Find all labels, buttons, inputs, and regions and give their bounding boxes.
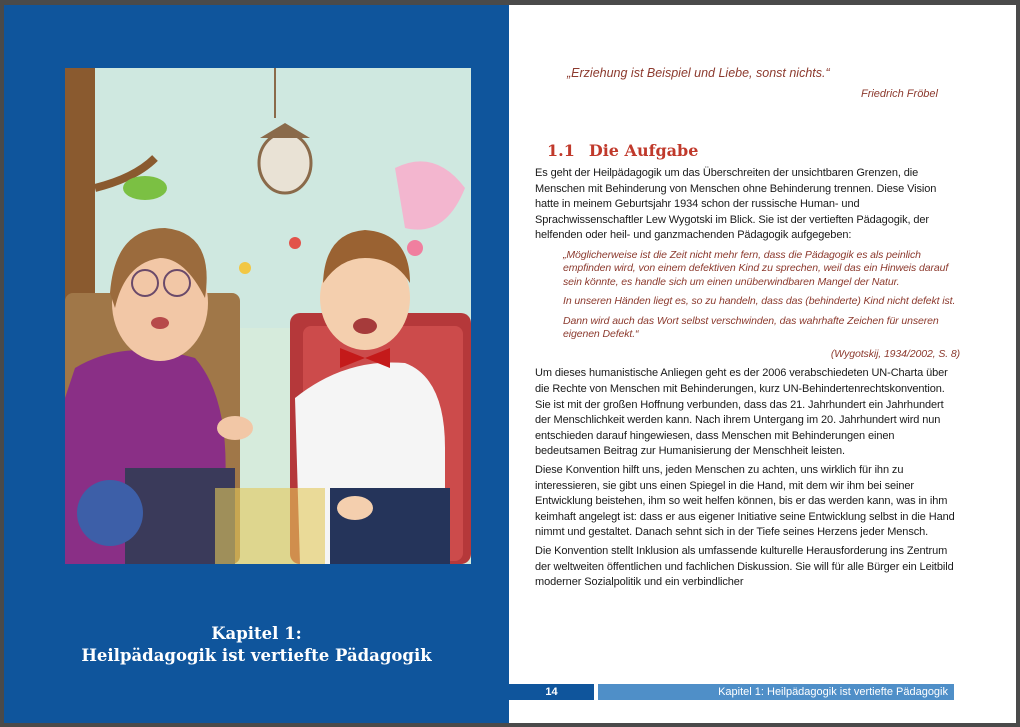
paragraph-1: Es geht der Heilpädagogik um das Überschreiten der unsichtbaren Grenzen, die Menschen mit Behinderung von Menschen ohne Behinderung trennen. Diese Vision hatte in meinem Geburtsjahr 1934 schon der russische Human- und Sprachwissenschaftler Lew Wygotski im Blick. Sie ist der vertieften Pädagogik, der helfenden oder heil- und ganzmachenden Pädagogik aufgegeben: [535,167,937,242]
quote-part-3: Dann wird auch das Wort selbst verschwinden, das wahrhafte Zeichen für unseren eigenen Defekt.“ [563,314,939,341]
page-footer [509,684,954,700]
left-page [4,5,509,723]
paragraph-3: Diese Konvention hilft uns, jeden Menschen zu achten, uns wirklich für ihn zu interessieren, sie gibt uns einen Spiegel in die Hand, mit dem wir ihm bei seiner Entwicklung beistehen, ihm so weit helfen können, bis er das werden kann, was in ihm keimhaft angelegt ist: dass er aus eigener Initiative seine Entwicklung selbst in die Hand nimmt und gestaltet. Danach sehnt sich in der Tiefe seines Herzens jeder Mensch. [535,464,955,539]
page-number: 14 [509,684,594,700]
block-quote [563,249,960,362]
quote-part-1: „Möglicherweise ist die Zeit nicht mehr fern, dass die Pädagogik es als peinlich empfinden wird, von einem defektiven Kind zu sprechen, weil das ein Hinweis darauf sein könnte, es handle sich um einen unüberwindbaren Mangel der Natur. [563,248,949,288]
section-number: 1.1 [547,141,575,160]
quote-part-2: In unseren Händen liegt es, so zu handeln, dass das (behinderte) Kind nicht defekt ist. [563,295,956,308]
chapter-title-line2: Heilpädagogik ist vertiefte Pädagogik [81,646,432,665]
section-heading [547,141,698,160]
book-spread [4,5,1016,723]
paragraph-2: Um dieses humanistische Anliegen geht es der 2006 verabschiedeten UN-Charta über die Rechte von Menschen mit Behinderungen, kurz UN-Behindertenrechtskonvention. Sie ist mit der großen Hoffnung verbunden, dass das 21. Jahrhundert ein Jahrhundert der Menschlichkeit werden kann. Nach ihrem Untergang im 20. Jahrhundert wird nun entschieden darauf hingewiesen, dass Menschen mit Behinderungen einen bedeutsamen Beitrag zur Humanisierung der Menschheit leisten. [535,367,948,458]
right-page [509,5,1016,723]
children-photo [65,68,471,564]
paragraph-4: Die Konvention stellt Inklusion als umfassende kulturelle Herausforderung ins Zentrum der weltweiten öffentlichen und fachlichen Diskussion. Sie will für alle Bürger ein Leitbild moderner Sozialpolitik und ein verbindlicher [535,545,954,589]
chapter-title [4,623,509,667]
epigraph-author: Friedrich Fröbel [860,88,938,100]
running-footer-title: Kapitel 1: Heilpädagogik ist vertiefte Pädagogik [598,684,954,700]
quote-source: (Wygotskij, 1934/2002, S. 8) [830,347,960,360]
body-text [535,166,960,594]
section-title: Die Aufgabe [588,141,699,160]
chapter-title-line1: Kapitel 1: [211,624,302,643]
epigraph-quote: „Erziehung ist Beispiel und Liebe, sonst nichts.“ [567,66,830,80]
